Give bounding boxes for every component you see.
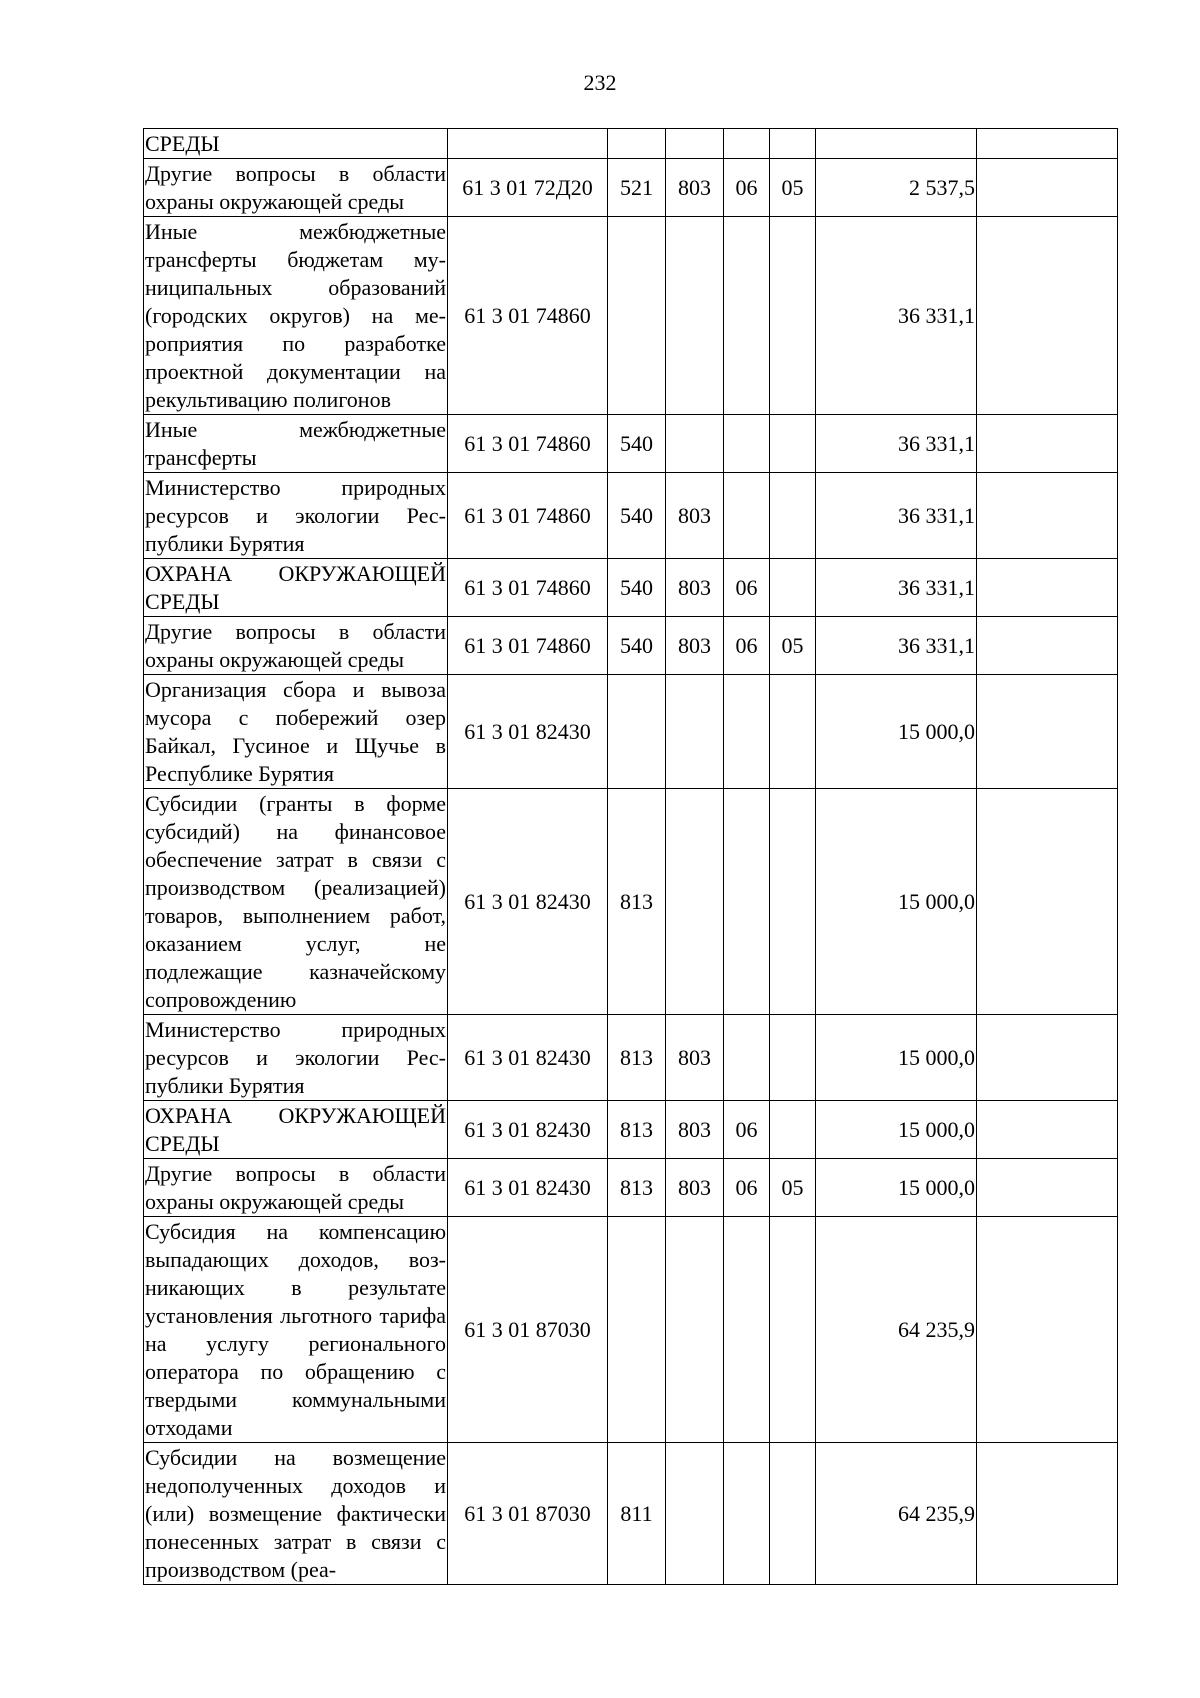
section-code: [724, 473, 770, 559]
table-row: [144, 1159, 1118, 1217]
extra-column: [977, 789, 1118, 1015]
target-article-code: 61 3 01 74860: [448, 415, 608, 473]
table-row: [144, 1217, 1118, 1443]
extra-column: [977, 675, 1118, 789]
amount: 64 235,9: [816, 1217, 977, 1443]
section-code: 06: [724, 159, 770, 217]
expense-type-code: 811: [608, 1443, 666, 1585]
expense-type-code: [608, 217, 666, 415]
amount: 2 537,5: [816, 159, 977, 217]
ministry-code: [666, 1217, 724, 1443]
amount: 36 331,1: [816, 473, 977, 559]
extra-column: [977, 1159, 1118, 1217]
table-row: [144, 1101, 1118, 1159]
table-row: [144, 559, 1118, 617]
expense-type-code: 813: [608, 1159, 666, 1217]
subsection-code: [770, 559, 816, 617]
target-article-code: 61 3 01 74860: [448, 473, 608, 559]
table-body: [144, 129, 1118, 1585]
expense-type-code: 540: [608, 415, 666, 473]
section-code: [724, 1443, 770, 1585]
extra-column: [977, 159, 1118, 217]
amount: [816, 129, 977, 159]
subsection-code: 05: [770, 1159, 816, 1217]
extra-column: [977, 1015, 1118, 1101]
expense-type-code: [608, 675, 666, 789]
target-article-code: 61 3 01 82430: [448, 1015, 608, 1101]
expense-type-code: 521: [608, 159, 666, 217]
row-name: Иные межбюджетные трансферты бюджетам муниципальных образований (городских округов) на мероприятия по разработке проектной документации на рекультивацию полигонов: [144, 217, 448, 415]
target-article-code: 61 3 01 74860: [448, 617, 608, 675]
subsection-code: [770, 1217, 816, 1443]
table-row: [144, 1015, 1118, 1101]
extra-column: [977, 217, 1118, 415]
expense-type-code: 540: [608, 473, 666, 559]
section-code: [724, 415, 770, 473]
amount: 15 000,0: [816, 789, 977, 1015]
target-article-code: 61 3 01 82430: [448, 1101, 608, 1159]
subsection-code: [770, 129, 816, 159]
section-code: 06: [724, 617, 770, 675]
ministry-code: 803: [666, 559, 724, 617]
expense-type-code: 813: [608, 789, 666, 1015]
subsection-code: [770, 217, 816, 415]
table-row: [144, 1443, 1118, 1585]
row-name: ОХРАНА ОКРУЖАЮЩЕЙ СРЕДЫ: [144, 1101, 448, 1159]
row-name: Другие вопросы в области охраны окружающей среды: [144, 159, 448, 217]
extra-column: [977, 1443, 1118, 1585]
extra-column: [977, 473, 1118, 559]
section-code: 06: [724, 559, 770, 617]
row-name: ОХРАНА ОКРУЖАЮЩЕЙ СРЕДЫ: [144, 559, 448, 617]
subsection-code: [770, 789, 816, 1015]
amount: 15 000,0: [816, 1101, 977, 1159]
row-name: Министерство природных ресурсов и экологии Республики Бурятия: [144, 1015, 448, 1101]
table-row: [144, 415, 1118, 473]
row-name: Иные межбюджетные трансферты: [144, 415, 448, 473]
row-name: Субсидия на компенсацию выпадающих доходов, возникающих в результате установления льготного тарифа на услугу регионального оператора по обращению с твердыми коммунальными отходами: [144, 1217, 448, 1443]
extra-column: [977, 415, 1118, 473]
subsection-code: 05: [770, 617, 816, 675]
section-code: [724, 129, 770, 159]
row-name: Субсидии на возмещение недополученных доходов и (или) возмещение фактически понесенных затрат в связи с производством (реа-: [144, 1443, 448, 1585]
ministry-code: 803: [666, 159, 724, 217]
ministry-code: 803: [666, 1159, 724, 1217]
expense-type-code: 813: [608, 1015, 666, 1101]
row-name: Другие вопросы в области охраны окружающей среды: [144, 1159, 448, 1217]
budget-table: [143, 128, 1118, 1585]
amount: 15 000,0: [816, 1159, 977, 1217]
expense-type-code: [608, 129, 666, 159]
expense-type-code: 813: [608, 1101, 666, 1159]
row-name: Другие вопросы в области охраны окружающей среды: [144, 617, 448, 675]
section-code: [724, 1217, 770, 1443]
section-code: 06: [724, 1101, 770, 1159]
row-name: СРЕДЫ: [144, 129, 448, 159]
subsection-code: [770, 473, 816, 559]
section-code: [724, 675, 770, 789]
target-article-code: 61 3 01 82430: [448, 675, 608, 789]
table-row: [144, 129, 1118, 159]
subsection-code: [770, 415, 816, 473]
section-code: 06: [724, 1159, 770, 1217]
target-article-code: 61 3 01 82430: [448, 1159, 608, 1217]
extra-column: [977, 1217, 1118, 1443]
table-row: [144, 159, 1118, 217]
table-row: [144, 789, 1118, 1015]
table-row: [144, 617, 1118, 675]
ministry-code: 803: [666, 1015, 724, 1101]
ministry-code: [666, 217, 724, 415]
extra-column: [977, 559, 1118, 617]
subsection-code: [770, 675, 816, 789]
target-article-code: 61 3 01 74860: [448, 559, 608, 617]
target-article-code: 61 3 01 74860: [448, 217, 608, 415]
expense-type-code: 540: [608, 617, 666, 675]
expense-type-code: [608, 1217, 666, 1443]
target-article-code: [448, 129, 608, 159]
amount: 36 331,1: [816, 559, 977, 617]
amount: 15 000,0: [816, 675, 977, 789]
table-row: [144, 217, 1118, 415]
row-name: Министерство природных ресурсов и экологии Республики Бурятия: [144, 473, 448, 559]
subsection-code: [770, 1015, 816, 1101]
ministry-code: [666, 415, 724, 473]
ministry-code: 803: [666, 617, 724, 675]
subsection-code: [770, 1443, 816, 1585]
ministry-code: [666, 1443, 724, 1585]
target-article-code: 61 3 01 82430: [448, 789, 608, 1015]
target-article-code: 61 3 01 87030: [448, 1443, 608, 1585]
amount: 15 000,0: [816, 1015, 977, 1101]
row-name: Субсидии (гранты в форме субсидий) на финансовое обеспечение затрат в связи с производством (реализацией) товаров, выполнением работ, оказанием услуг, не подлежащие казначейскому сопровождению: [144, 789, 448, 1015]
section-code: [724, 217, 770, 415]
section-code: [724, 1015, 770, 1101]
ministry-code: [666, 789, 724, 1015]
extra-column: [977, 617, 1118, 675]
extra-column: [977, 1101, 1118, 1159]
extra-column: [977, 129, 1118, 159]
subsection-code: [770, 1101, 816, 1159]
table-row: [144, 473, 1118, 559]
amount: 36 331,1: [816, 415, 977, 473]
page-number: 232: [583, 70, 617, 95]
amount: 36 331,1: [816, 217, 977, 415]
section-code: [724, 789, 770, 1015]
row-name: Организация сбора и вывоза мусора с побережий озер Байкал, Гусиное и Щучье в Республике Бурятия: [144, 675, 448, 789]
subsection-code: 05: [770, 159, 816, 217]
ministry-code: 803: [666, 1101, 724, 1159]
ministry-code: [666, 675, 724, 789]
table-row: [144, 675, 1118, 789]
amount: 64 235,9: [816, 1443, 977, 1585]
ministry-code: [666, 129, 724, 159]
expense-type-code: 540: [608, 559, 666, 617]
amount: 36 331,1: [816, 617, 977, 675]
target-article-code: 61 3 01 87030: [448, 1217, 608, 1443]
ministry-code: 803: [666, 473, 724, 559]
target-article-code: 61 3 01 72Д20: [448, 159, 608, 217]
